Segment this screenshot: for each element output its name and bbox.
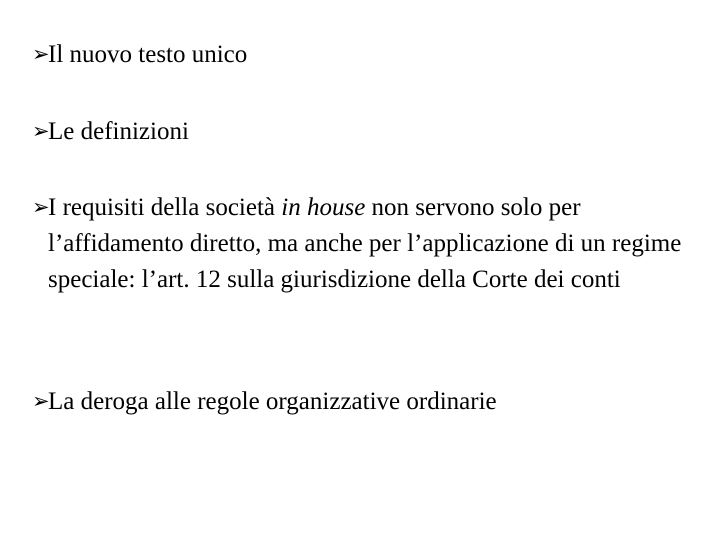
arrow-right-bullet-icon: ➢	[32, 119, 50, 143]
bullet-item-3	[32, 189, 702, 298]
bullet-text: Il nuovo testo unico	[48, 41, 248, 68]
arrow-right-bullet-icon: ➢	[32, 42, 50, 66]
bullet-text-italic: in house	[281, 194, 366, 221]
bullet-item-1	[32, 36, 702, 73]
bullet-item-4	[32, 383, 702, 420]
arrow-right-bullet-icon: ➢	[32, 195, 50, 219]
bullet-text: La deroga alle regole organizzative ordinarie	[48, 388, 497, 415]
bullet-text: Le definizioni	[48, 118, 189, 145]
bullet-item-2	[32, 113, 702, 150]
arrow-right-bullet-icon: ➢	[32, 389, 50, 413]
bullet-text-before: I requisiti della società	[48, 194, 282, 221]
bullet-text-after: non servono solo per l’affidamento diretto, ma anche per l’applicazione di un regime speciale: l’art. 12 sulla giurisdizione della Corte dei conti	[48, 194, 682, 293]
